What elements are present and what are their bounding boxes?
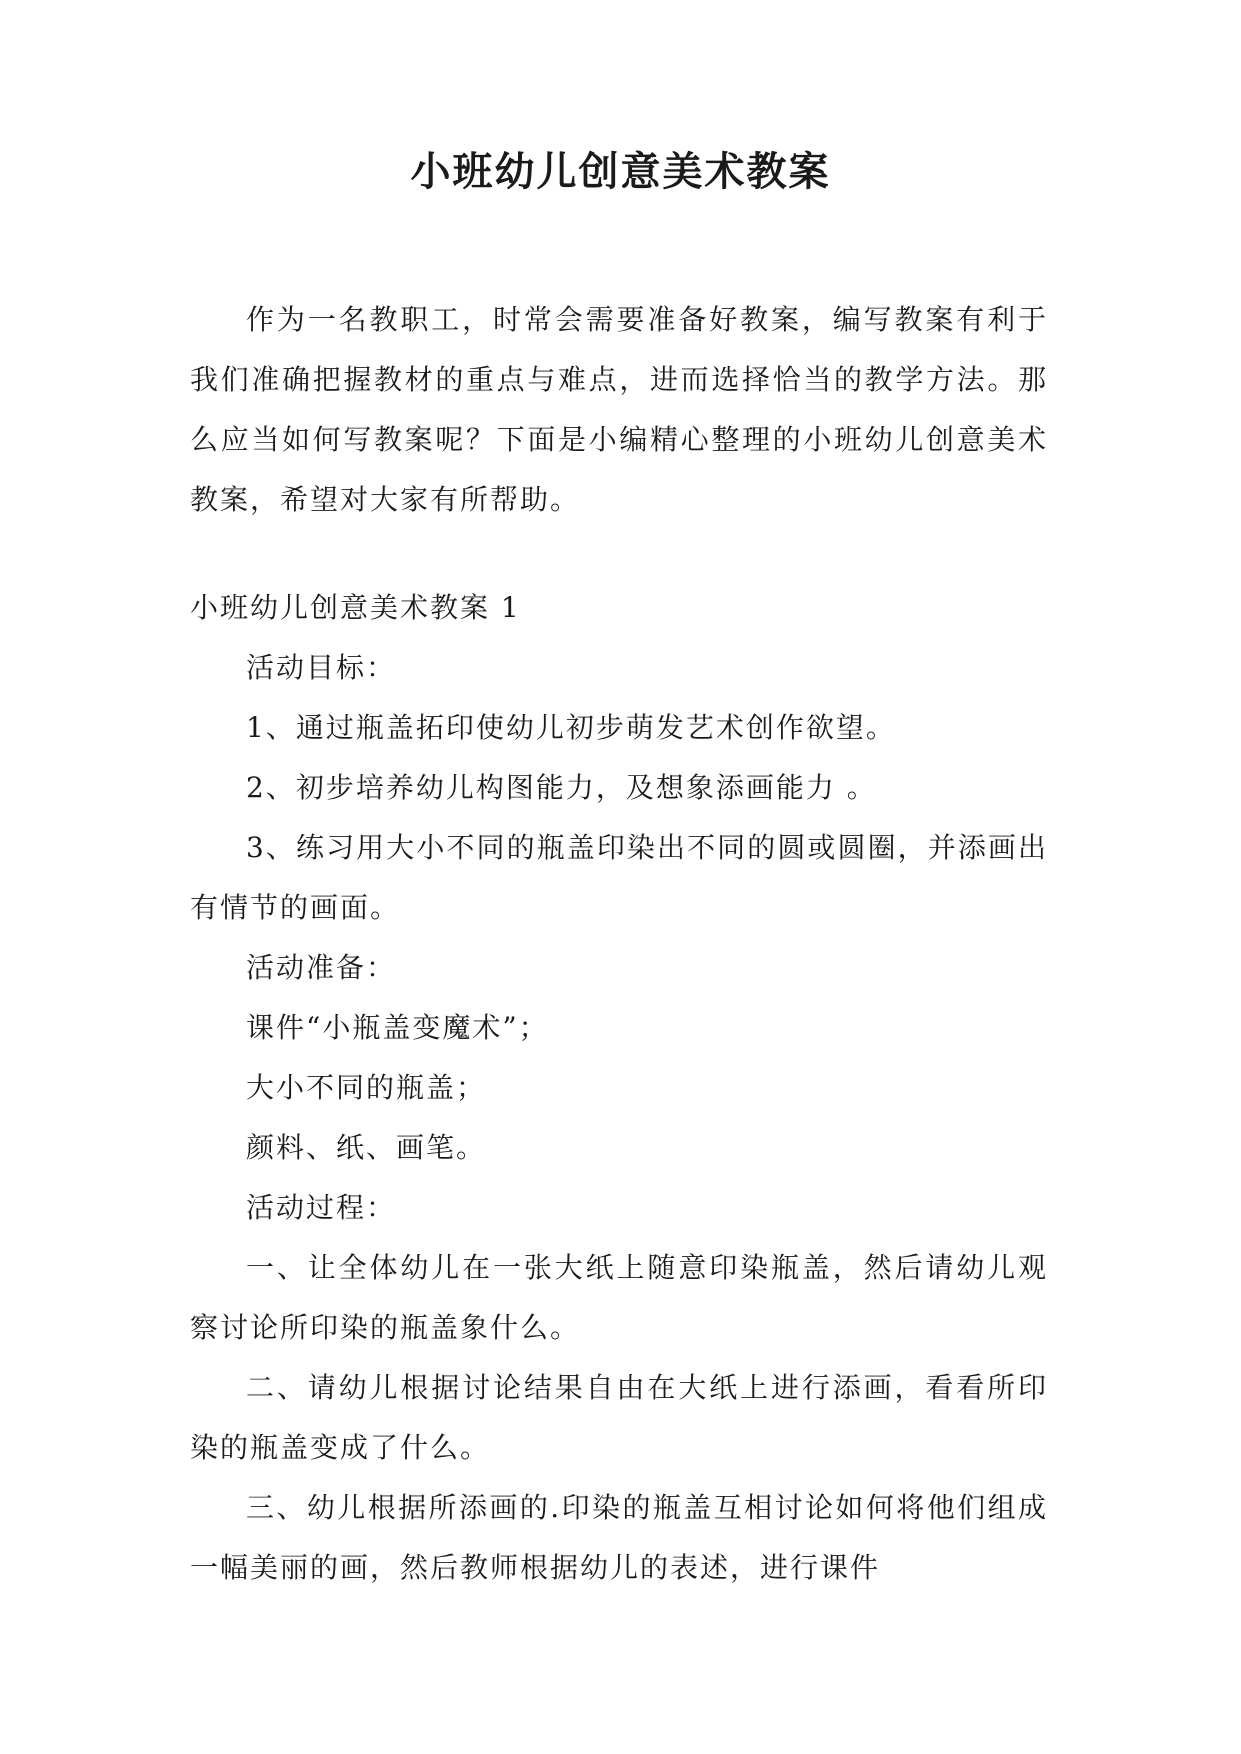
goal-item: 1、通过瓶盖拓印使幼儿初步萌发艺术创作欲望。 xyxy=(246,711,896,744)
prep-item: 大小不同的瓶盖； xyxy=(246,1071,487,1104)
process-step: 一、让全体幼儿在一张大纸上随意印染瓶盖，然后请幼儿观察讨论所印染的瓶盖象什么。 xyxy=(190,1251,1048,1344)
intro-paragraph: 作为一名教职工，时常会需要准备好教案，编写教案有利于我们准确把握教材的重点与难点，进而选择恰当的教学方法。那么应当如何写教案呢？下面是小编精心整理的小班幼儿创意美术教案，希望对大家有所帮助。 xyxy=(190,303,1048,516)
goal-item: 3、练习用大小不同的瓶盖印染出不同的圆或圆圈，并添画出有情节的画面。 xyxy=(190,831,1048,924)
section-title: 小班幼儿创意美术教案 1 xyxy=(190,591,521,624)
process-step: 三、幼儿根据所添画的.印染的瓶盖互相讨论如何将他们组成一幅美丽的画，然后教师根据幼儿的表述，进行课件 xyxy=(190,1491,1048,1584)
goals-heading: 活动目标： xyxy=(246,651,397,684)
prep-heading: 活动准备： xyxy=(246,951,397,984)
document-title: 小班幼儿创意美术教案 xyxy=(410,148,831,195)
prep-item: 颜料、纸、画笔。 xyxy=(246,1131,487,1164)
process-step: 二、请幼儿根据讨论结果自由在大纸上进行添画，看看所印染的瓶盖变成了什么。 xyxy=(190,1371,1048,1464)
prep-item: 课件“小瓶盖变魔术”； xyxy=(246,1011,549,1044)
document-body xyxy=(190,290,1048,1598)
process-heading: 活动过程： xyxy=(246,1191,397,1224)
goal-item: 2、初步培养幼儿构图能力，及想象添画能力 。 xyxy=(246,771,877,804)
